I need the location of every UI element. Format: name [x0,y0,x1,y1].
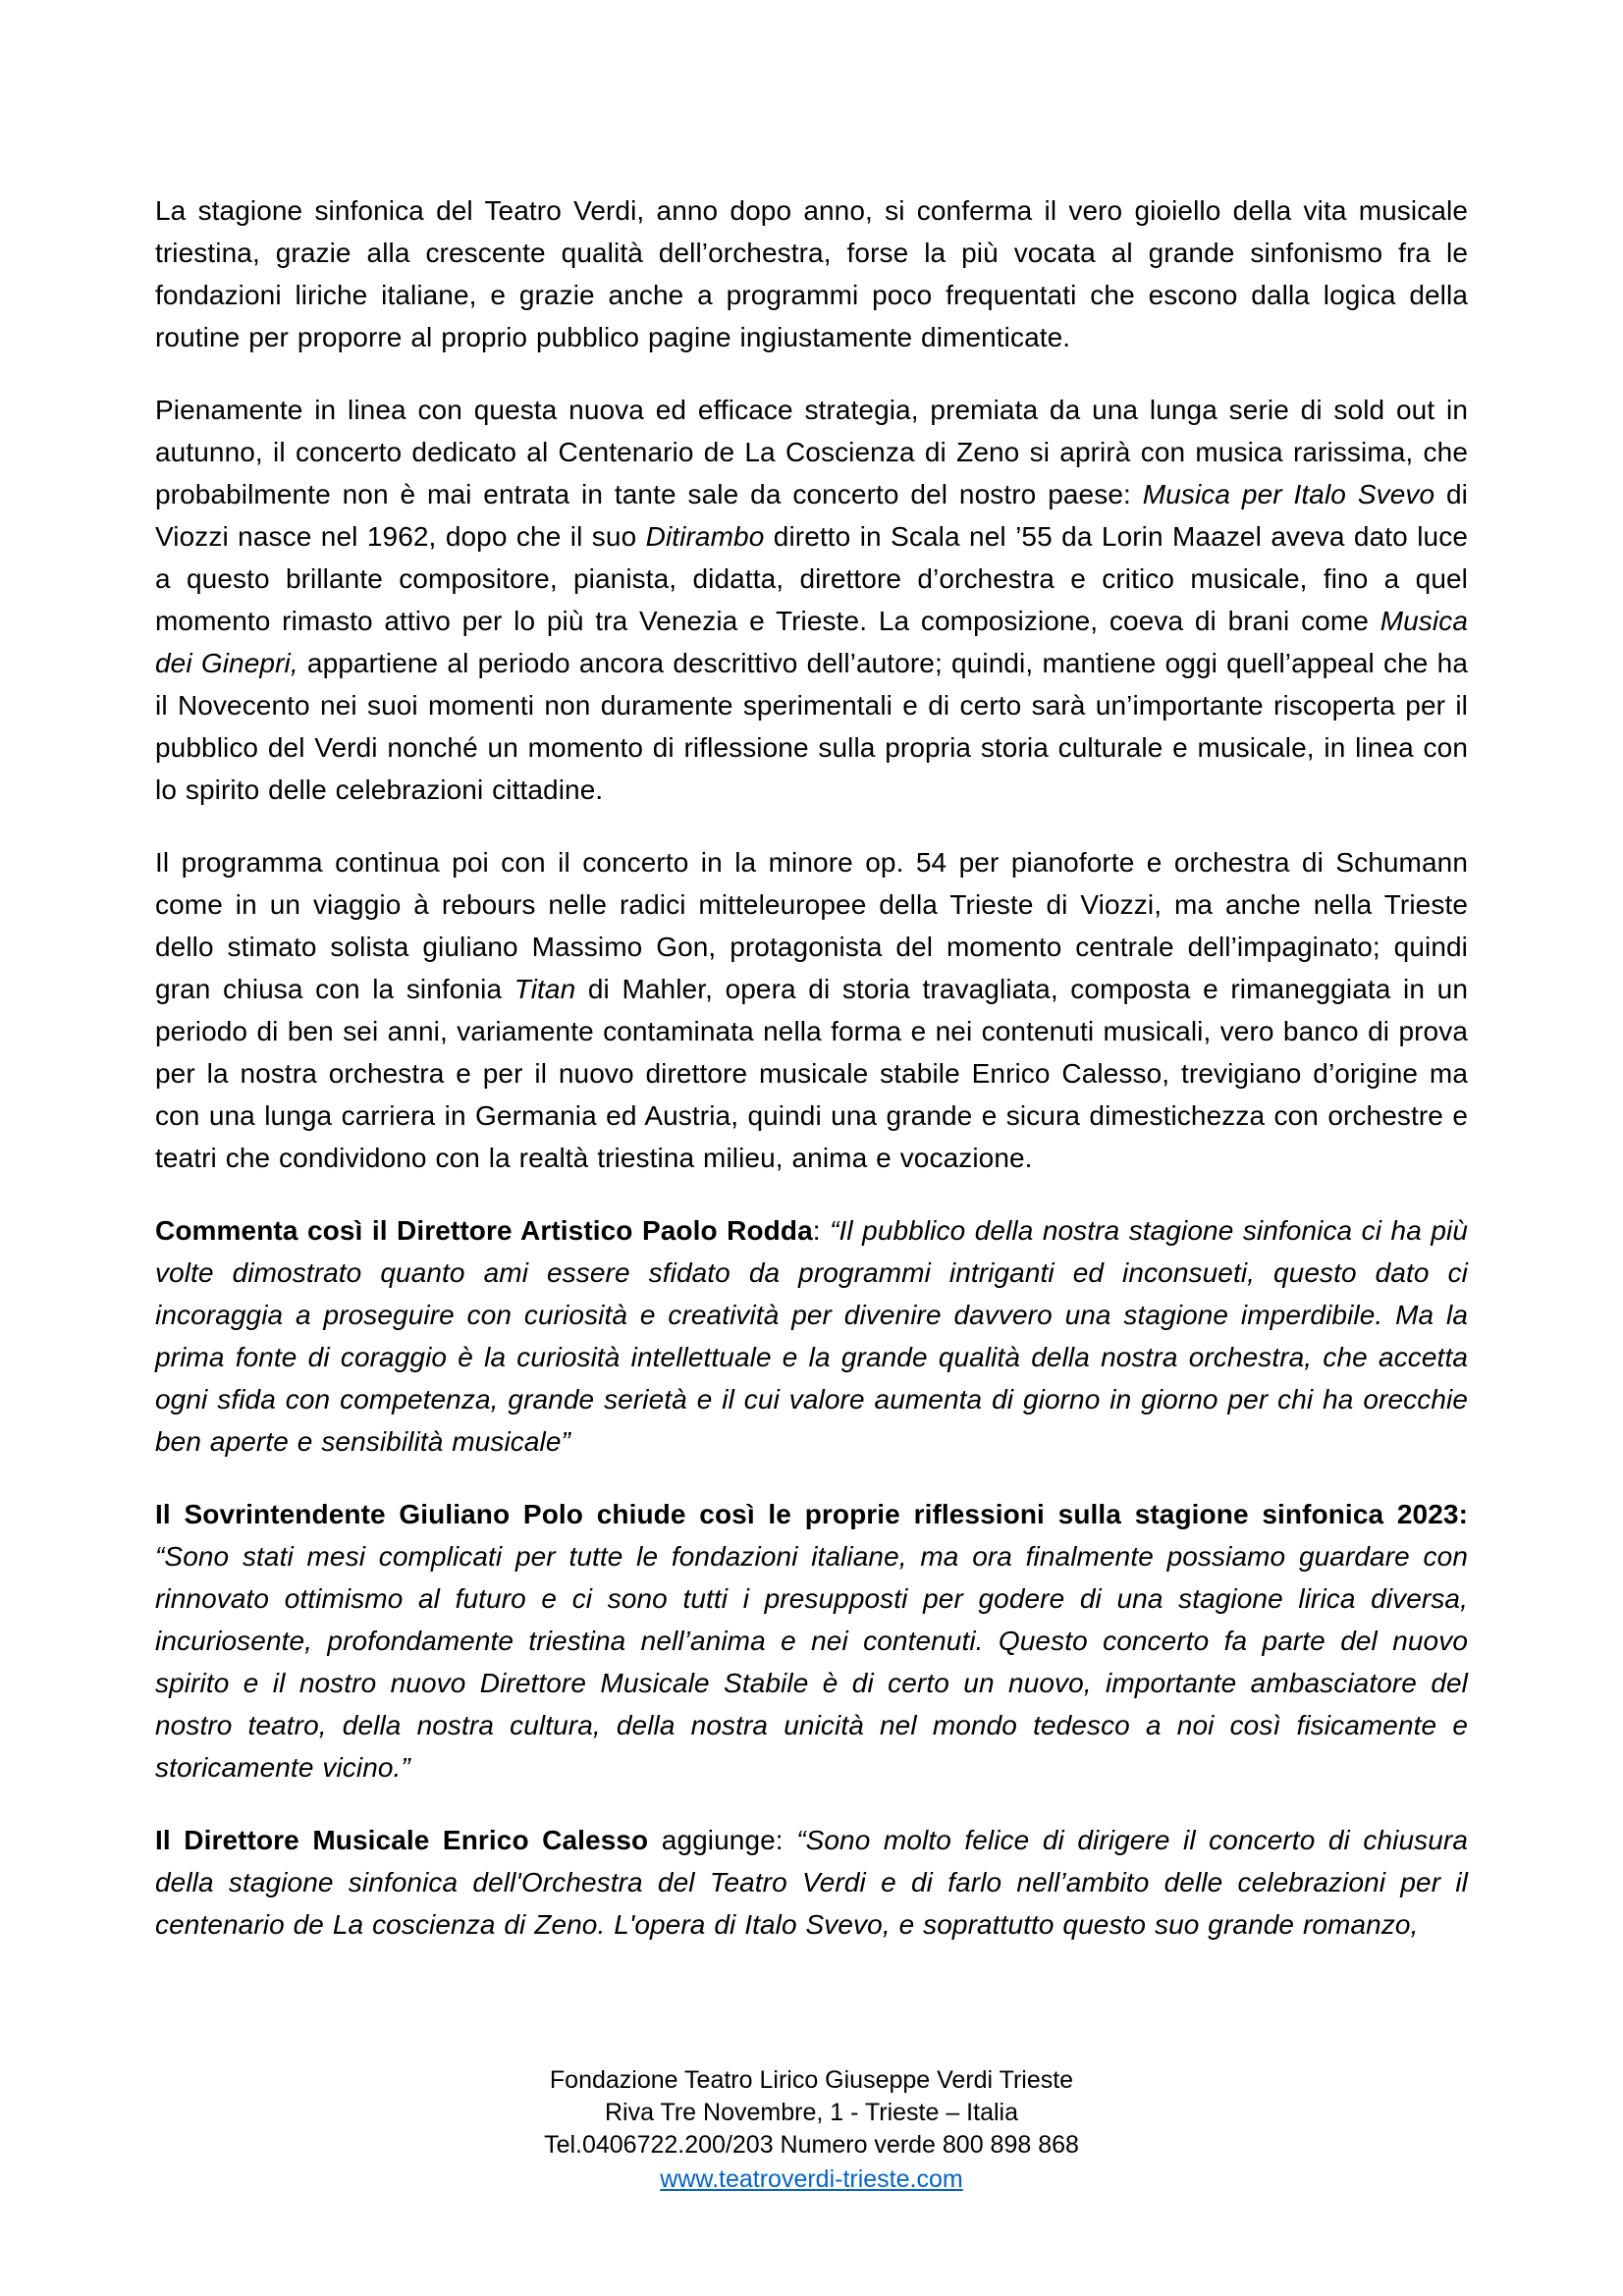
text-run: Il Direttore Musicale Enrico Calesso [155,1825,649,1855]
paragraph [155,189,1468,358]
text-run: “Sono stati mesi complicati per tutte le fondazioni italiane, ma ora finalmente possiamo guardare con rinnovato ottimismo al futuro e ci sono tutti i presupposti per godere di una stagione lirica diversa, incuriosente, profondamente triestina nell’anima e nei contenuti. Questo concerto fa parte del nuovo spirito e il nostro nuovo Direttore Musicale Stabile è di certo un nuovo, importante ambasciatore del nostro teatro, della nostra cultura, della nostra unicità nel mondo tedesco a noi così fisicamente e storicamente vicino.” [155,1541,1468,1783]
text-run: di Mahler, opera di storia travagliata, composta e rimaneggiata in un periodo di ben sei anni, variamente contaminata nella forma e nei contenuti musicali, vero banco di prova per la nostra orchestra e per il nuovo direttore musicale stabile Enrico Calesso, trevigiano d’origine ma con una lunga carriera in Germania ed Austria, quindi una grande e sicura dimestichezza con orchestre e teatri che condividono con la realtà triestina milieu, anima e vocazione. [155,974,1468,1173]
paragraph [155,389,1468,811]
paragraph [155,841,1468,1179]
text-run: di Viozzi nasce nel 1962, dopo che il suo [155,479,1468,552]
text-run: appartiene al periodo ancora descrittivo dell’autore; quindi, mantiene oggi quell’appeal che ha il Novecento nei suoi momenti non duramente sperimentali e di certo sarà un’importante riscoperta per il pubblico del Verdi nonché un momento di riflessione sulla propria storia culturale e musicale, in linea con lo spirito delle celebrazioni cittadine. [155,648,1468,805]
paragraph [155,1209,1468,1463]
text-run: “Sono molto felice di dirigere il concerto di chiusura della stagione sinfonica dell'Orchestra del Teatro Verdi e di farlo nell’ambito delle celebrazioni per il centenario de La coscienza di Zeno. L'opera di Italo Svevo, e soprattutto questo suo grande romanzo, [155,1825,1468,1940]
document-body [155,189,1468,1976]
paragraph [155,1819,1468,1946]
text-run: aggiunge: [648,1825,797,1855]
text-run: : [812,1215,831,1246]
paragraph [155,1493,1468,1789]
text-run: Ditirambo [645,521,765,552]
footer-line: Fondazione Teatro Lirico Giuseppe Verdi Trieste [549,2066,1074,2094]
text-run: Commenta così il Direttore Artistico Paolo Rodda [155,1215,813,1246]
footer-line: Tel.0406722.200/203 Numero verde 800 898 868 [544,2131,1079,2159]
text-run: La stagione sinfonica del Teatro Verdi, anno dopo anno, si conferma il vero gioiello della vita musicale triestina, grazie alla crescente qualità dell’orchestra, forse la più vocata al grande sinfonismo fra le fondazioni liriche italiane, e grazie anche a programmi poco frequentati che escono dalla logica della routine per proporre al proprio pubblico pagine ingiustamente dimenticate. [155,195,1468,352]
website-link[interactable]: www.teatroverdi-trieste.com [660,2165,963,2193]
text-run: Titan [514,974,576,1004]
text-run: Il programma continua poi con il concerto in la minore op. 54 per pianoforte e orchestra di Schumann come in un viaggio à rebours nelle radici mitteleuropee della Trieste di Viozzi, ma anche nella Trieste dello stimato solista giuliano Massimo Gon, protagonista del momento centrale dell’impaginato; quindi gran chiusa con la sinfonia [155,847,1468,1004]
text-run: “Il pubblico della nostra stagione sinfonica ci ha più volte dimostrato quanto ami essere sfidato da programmi intriganti ed inconsueti, questo dato ci incoraggia a proseguire con curiosità e creatività per divenire davvero una stagione imperdibile. Ma la prima fonte di coraggio è la curiosità intellettuale e la grande qualità della nostra orchestra, che accetta ogni sfida con competenza, grande serietà e il cui valore aumenta di giorno in giorno per chi ha orecchie ben aperte e sensibilità musicale” [155,1215,1469,1457]
text-run: Musica per Italo Svevo [1142,479,1435,509]
footer-line: Riva Tre Novembre, 1 - Trieste – Italia [605,2099,1018,2126]
footer-lines [0,2064,1623,2162]
text-run: Musica dei Ginepri, [155,606,1468,678]
text-run: diretto in Scala nel ’55 da Lorin Maazel aveva dato luce a questo brillante compositore, pianista, didatta, direttore d’orchestra e critico musicale, fino a quel momento rimasto attivo per lo più tra Venezia e Trieste. La composizione, coeva di brani come [155,521,1468,636]
page-footer [0,2064,1623,2196]
text-run: Il Sovrintendente Giuliano Polo chiude così le proprie riflessioni sulla stagione sinfonica 2023: [155,1499,1468,1529]
text-run: Pienamente in linea con questa nuova ed efficace strategia, premiata da una lunga serie di sold out in autunno, il concerto dedicato al Centenario de La Coscienza di Zeno si aprirà con musica rarissima, che probabilmente non è mai entrata in tante sale da concerto del nostro paese: [155,395,1468,509]
